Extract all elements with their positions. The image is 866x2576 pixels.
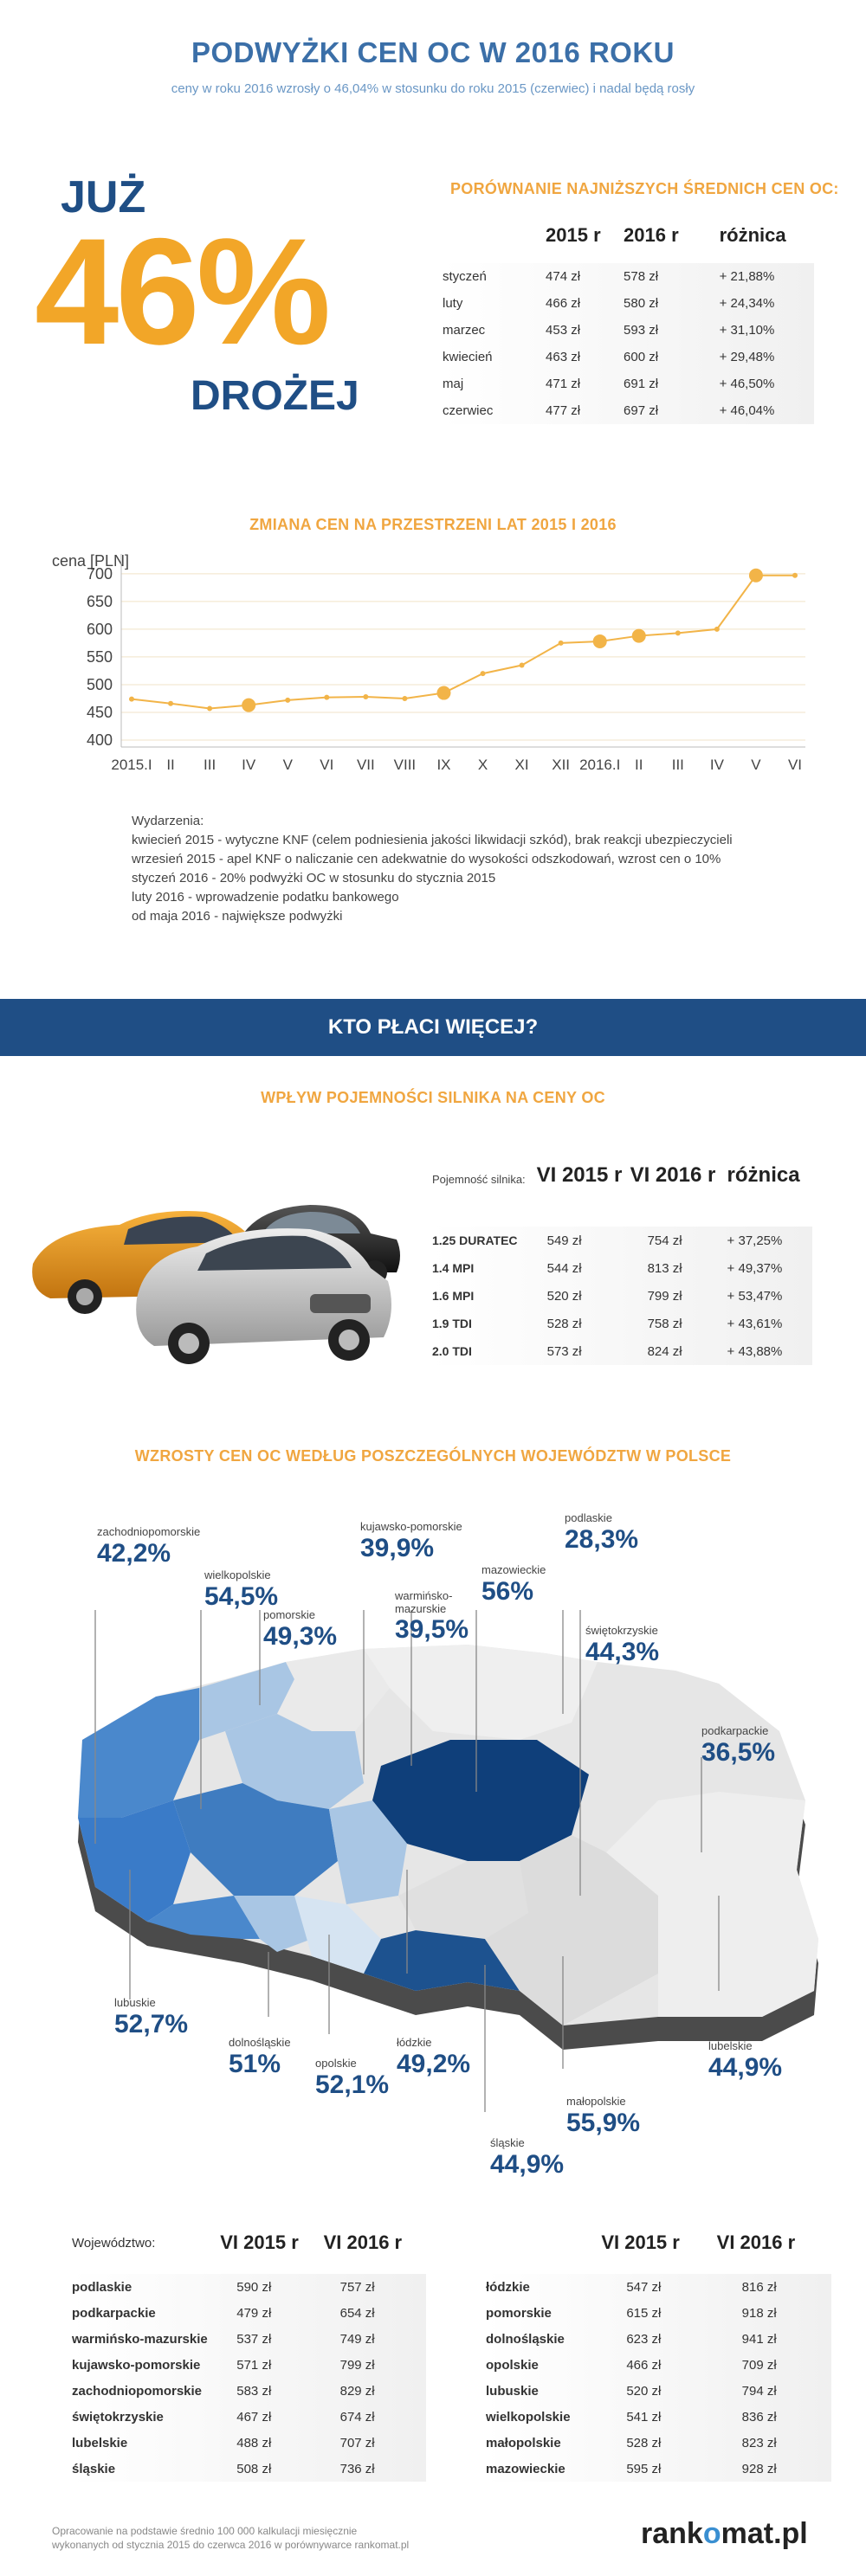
data-point xyxy=(168,701,173,706)
price-2016-cell: 600 zł xyxy=(624,350,659,364)
price-2016-cell: 836 zł xyxy=(741,2409,777,2425)
price-chart xyxy=(52,537,831,788)
region-pct: 56% xyxy=(481,1577,534,1606)
region-label: lubuskie xyxy=(114,1996,156,2009)
x-tick-label: VI xyxy=(320,757,334,773)
price-2016-cell: 709 zł xyxy=(741,2357,777,2373)
table-row xyxy=(442,290,814,317)
x-tick-label: X xyxy=(477,757,488,773)
region-pct: 44,9% xyxy=(708,2053,783,2082)
voivodeship-cell: pomorskie xyxy=(486,2305,552,2321)
price-2016-cell: 654 zł xyxy=(339,2305,375,2321)
price-2016-cell: 674 zł xyxy=(339,2409,375,2425)
month-cell: czerwiec xyxy=(443,403,494,418)
diff-cell: + 24,34% xyxy=(719,296,775,311)
data-point xyxy=(714,627,720,632)
price-2015-cell: 466 zł xyxy=(626,2357,662,2373)
price-2016-cell: 829 zł xyxy=(339,2383,375,2399)
price-2016-cell: 736 zł xyxy=(339,2461,375,2476)
region-label: podlaskie xyxy=(565,1511,612,1524)
price-2016-cell: 816 zł xyxy=(741,2279,777,2295)
voivodeship-cell: mazowieckie xyxy=(486,2461,565,2476)
price-2015-cell: 479 zł xyxy=(236,2305,272,2321)
price-2016-cell: 928 zł xyxy=(741,2461,777,2476)
diff-cell: + 46,50% xyxy=(719,377,775,391)
table-row xyxy=(485,2274,831,2300)
price-2015-cell: 571 zł xyxy=(236,2357,272,2373)
price-2015-cell: 615 zł xyxy=(626,2305,662,2321)
region-label: podkarpackie xyxy=(701,1724,769,1737)
price-2015-cell: 520 zł xyxy=(626,2383,662,2399)
table-row xyxy=(431,1337,812,1365)
x-tick-label: XI xyxy=(514,757,529,773)
x-tick-label: 2016.I xyxy=(579,757,621,773)
highlight-point xyxy=(436,686,450,700)
y-tick-label: 650 xyxy=(86,592,113,610)
voivodeship-cell: małopolskie xyxy=(486,2435,561,2450)
region-pct: 44,3% xyxy=(585,1638,660,1666)
region-label: małopolskie xyxy=(566,2095,626,2108)
highlight-point xyxy=(593,634,607,648)
price-2016-cell: 757 zł xyxy=(339,2279,375,2295)
price-2016-cell: 691 zł xyxy=(624,377,659,391)
x-tick-label: VII xyxy=(356,757,375,773)
table-row xyxy=(485,2352,831,2378)
table-row xyxy=(485,2456,831,2482)
voivodeship-cell: kujawsko-pomorskie xyxy=(72,2357,201,2373)
voivodeship-col-spacer xyxy=(485,2230,600,2274)
diff-cell: + 21,88% xyxy=(719,269,775,284)
data-point xyxy=(285,698,290,703)
price-2015-cell: 463 zł xyxy=(546,350,581,364)
region-pct: 55,9% xyxy=(566,2109,641,2137)
table-row xyxy=(442,397,814,424)
chart-heading: ZMIANA CEN NA PRZESTRZENI LAT 2015 I 2016 xyxy=(249,516,617,533)
event-item: styczeń 2016 - 20% podwyżki OC w stosunku do stycznia 2015 xyxy=(132,871,496,886)
table-row xyxy=(485,2378,831,2404)
hero-line1: JUŻ xyxy=(61,172,146,222)
data-point xyxy=(520,663,525,668)
price-2016-cell: 593 zł xyxy=(624,323,659,338)
month-cell: maj xyxy=(443,377,464,391)
month-cell: kwiecień xyxy=(443,350,493,364)
voivodeship-cell: śląskie xyxy=(72,2461,116,2476)
voivodeship-col-2: VI 2016 r xyxy=(323,2231,403,2253)
region-label: wielkopolskie xyxy=(204,1568,271,1581)
price-2015-cell: 508 zł xyxy=(236,2461,272,2476)
table-row xyxy=(442,370,814,397)
price-2015-cell: 549 zł xyxy=(546,1233,582,1248)
region-pct: 52,1% xyxy=(315,2070,390,2099)
price-2015-cell: 471 zł xyxy=(546,377,581,391)
logo-part1: rank xyxy=(641,2517,703,2550)
price-2015-cell: 573 zł xyxy=(546,1343,582,1359)
region-label: mazowieckie xyxy=(481,1563,546,1576)
events-list xyxy=(132,812,733,926)
event-item: wrzesień 2015 - apel KNF o naliczanie cen adekwatnie do wysokości odszkodowań, wzrost cen o 10% xyxy=(132,852,721,866)
price-2016-cell: 918 zł xyxy=(741,2305,777,2321)
rankomat-logo xyxy=(641,2517,808,2551)
region-label: warmińsko-mazurskie xyxy=(395,1589,453,1615)
x-tick-label: III xyxy=(204,757,216,773)
event-item: od maja 2016 - największe podwyżki xyxy=(132,909,343,924)
price-2015-cell: 537 zł xyxy=(236,2331,272,2347)
x-tick-label: IV xyxy=(709,757,724,773)
price-2015-cell: 583 zł xyxy=(236,2383,272,2399)
data-point xyxy=(675,630,681,635)
table-row xyxy=(485,2430,831,2456)
comparison-col-1: 2015 r xyxy=(546,223,601,246)
month-cell: marzec xyxy=(443,323,486,338)
footer-note-line2: wykonanych od stycznia 2015 do czerwca 2016 w porównywarce rankomat.pl xyxy=(52,2539,410,2551)
banner-title: KTO PŁACI WIĘCEJ? xyxy=(327,1015,539,1039)
comparison-col-0 xyxy=(442,222,545,263)
table-row xyxy=(485,2326,831,2352)
engine-col-1: VI 2015 r xyxy=(536,1162,623,1187)
comparison-col-3: różnica xyxy=(719,223,786,246)
y-tick-label: 700 xyxy=(86,564,113,583)
region-label: dolnośląskie xyxy=(229,2036,291,2049)
voivodeship-cell: podlaskie xyxy=(72,2279,132,2295)
x-tick-label: VI xyxy=(787,757,803,773)
comparison-table xyxy=(442,222,814,424)
table-row xyxy=(431,1254,812,1282)
voivodeship-cell: dolnośląskie xyxy=(486,2331,565,2347)
price-2015-cell: 541 zł xyxy=(626,2409,662,2425)
x-tick-label: V xyxy=(282,757,293,773)
region-pct: 28,3% xyxy=(565,1525,639,1554)
data-point xyxy=(129,697,134,702)
table-row xyxy=(71,2352,426,2378)
region-pct: 36,5% xyxy=(701,1738,776,1767)
engine-table xyxy=(431,1160,812,1365)
price-chart-svg xyxy=(52,537,831,788)
price-2015-cell: 477 zł xyxy=(546,403,581,418)
engine-cell: 1.9 TDI xyxy=(432,1317,472,1330)
y-axis-label: cena [PLN] xyxy=(52,552,130,570)
region-pct: 51% xyxy=(229,2050,281,2078)
price-2016-cell: 758 zł xyxy=(647,1316,682,1331)
logo-o-icon: o xyxy=(702,2517,721,2550)
price-2016-cell: 823 zł xyxy=(741,2435,777,2450)
x-tick-label: IV xyxy=(242,757,256,773)
comparison-col-2: 2016 r xyxy=(624,223,679,246)
y-tick-label: 400 xyxy=(86,731,113,749)
y-tick-label: 550 xyxy=(86,647,113,666)
price-2016-cell: 754 zł xyxy=(647,1233,682,1248)
diff-cell: + 53,47% xyxy=(727,1288,783,1304)
diff-cell: + 43,61% xyxy=(727,1316,783,1331)
x-tick-label: II xyxy=(166,757,175,773)
table-row xyxy=(431,1282,812,1310)
table-row xyxy=(71,2404,426,2430)
voivodeship-cell: lubelskie xyxy=(72,2435,128,2450)
x-tick-label: XII xyxy=(552,757,571,773)
y-tick-label: 500 xyxy=(86,675,113,693)
table-row xyxy=(431,1310,812,1337)
y-tick-label: 600 xyxy=(86,620,113,638)
region-label: łódzkie xyxy=(397,2036,432,2049)
footer-note xyxy=(52,2524,409,2552)
voivodeship-col-label: Województwo: xyxy=(72,2235,156,2251)
x-tick-label: VIII xyxy=(393,757,417,773)
event-item: kwiecień 2015 - wytyczne KNF (celem podniesienia jakości likwidacji szkód), brak reakcji ubezpieczycieli xyxy=(132,833,733,847)
price-2015-cell: 528 zł xyxy=(626,2435,662,2450)
price-2015-cell: 520 zł xyxy=(546,1288,582,1304)
region-pct: 49,3% xyxy=(263,1622,338,1651)
price-2016-cell: 794 zł xyxy=(741,2383,777,2399)
data-point xyxy=(481,671,486,676)
data-point xyxy=(363,694,368,699)
price-2016-cell: 813 zł xyxy=(647,1260,682,1276)
price-2016-cell: 799 zł xyxy=(647,1288,682,1304)
price-2015-cell: 488 zł xyxy=(236,2435,272,2450)
engine-cell: 1.25 DURATEC xyxy=(432,1233,518,1247)
page-title: PODWYŻKI CEN OC W 2016 ROKU xyxy=(191,36,675,68)
table-row xyxy=(71,2300,426,2326)
region-pct: 44,9% xyxy=(490,2150,565,2179)
price-2015-cell: 528 zł xyxy=(546,1316,582,1331)
region-pct: 42,2% xyxy=(97,1539,171,1568)
highlight-point xyxy=(632,629,646,643)
data-point xyxy=(324,695,329,700)
table-row xyxy=(71,2378,426,2404)
logo-part2: mat.pl xyxy=(721,2517,808,2550)
region-pct: 39,5% xyxy=(395,1615,469,1644)
hero-value: 46% xyxy=(35,208,328,377)
table-row xyxy=(485,2404,831,2430)
diff-cell: + 46,04% xyxy=(719,403,775,418)
table-row xyxy=(442,263,814,290)
highlight-point xyxy=(749,569,763,583)
x-tick-label: IX xyxy=(436,757,451,773)
data-point xyxy=(559,641,564,646)
diff-cell: + 37,25% xyxy=(727,1233,783,1248)
map-heading: WZROSTY CEN OC WEDŁUG POSZCZEGÓLNYCH WOJEWÓDZTW W POLSCE xyxy=(134,1447,732,1465)
region-pct: 52,7% xyxy=(114,2010,189,2038)
x-tick-label: 2015.I xyxy=(111,757,152,773)
x-tick-label: II xyxy=(635,757,643,773)
diff-cell: + 43,88% xyxy=(727,1343,783,1359)
diff-cell: + 31,10% xyxy=(719,323,775,338)
voivodeship-cell: warmińsko-mazurskie xyxy=(72,2331,208,2347)
region-label: świętokrzyskie xyxy=(585,1624,658,1637)
region-pct: 39,9% xyxy=(360,1534,435,1562)
price-2015-cell: 467 zł xyxy=(236,2409,272,2425)
month-cell: luty xyxy=(443,296,463,311)
region-label: pomorskie xyxy=(263,1608,315,1621)
price-2016-cell: 749 zł xyxy=(339,2331,375,2347)
region-label: śląskie xyxy=(490,2136,525,2149)
series-line xyxy=(132,576,795,709)
table-row xyxy=(71,2274,426,2300)
diff-cell: + 49,37% xyxy=(727,1260,783,1276)
table-row xyxy=(431,1227,812,1254)
price-2015-cell: 547 zł xyxy=(626,2279,662,2295)
region-pct: 54,5% xyxy=(204,1582,279,1611)
voivodeship-col-1: VI 2015 r xyxy=(220,2231,299,2253)
price-2015-cell: 466 zł xyxy=(546,296,581,311)
engine-col-2: VI 2016 r xyxy=(630,1162,716,1187)
voivodeship-col-2: VI 2016 r xyxy=(716,2231,796,2253)
voivodeship-cell: opolskie xyxy=(486,2357,539,2373)
engine-col-3: różnica xyxy=(727,1162,800,1187)
region-label: zachodniopomorskie xyxy=(97,1525,201,1538)
table-row xyxy=(71,2456,426,2482)
table-row xyxy=(442,317,814,344)
price-2016-cell: 580 zł xyxy=(624,296,659,311)
table-row xyxy=(71,2430,426,2456)
price-2015-cell: 453 zł xyxy=(546,323,581,338)
voivodeship-cell: lubuskie xyxy=(486,2383,539,2399)
region-pct: 49,2% xyxy=(397,2050,471,2078)
price-2015-cell: 623 zł xyxy=(626,2331,662,2347)
event-item: luty 2016 - wprowadzenie podatku bankowego xyxy=(132,890,399,905)
engine-cell: 2.0 TDI xyxy=(432,1344,472,1358)
data-point xyxy=(207,705,212,711)
x-tick-label: III xyxy=(671,757,684,773)
price-2015-cell: 544 zł xyxy=(546,1260,582,1276)
price-2016-cell: 941 zł xyxy=(741,2331,777,2347)
price-2016-cell: 799 zł xyxy=(339,2357,375,2373)
table-row xyxy=(71,2326,426,2352)
price-2015-cell: 474 zł xyxy=(546,269,581,284)
region-label: lubelskie xyxy=(708,2039,753,2052)
voivodeship-cell: podkarpackie xyxy=(72,2305,156,2321)
data-point xyxy=(792,573,798,578)
month-cell: styczeń xyxy=(443,269,487,284)
price-2016-cell: 578 zł xyxy=(624,269,659,284)
y-tick-label: 450 xyxy=(86,703,113,721)
highlight-point xyxy=(242,699,255,712)
price-2016-cell: 707 zł xyxy=(339,2435,375,2450)
region-label: opolskie xyxy=(315,2057,357,2070)
price-2016-cell: 697 zł xyxy=(624,403,659,418)
table-row xyxy=(442,344,814,370)
engine-cell: 1.4 MPI xyxy=(432,1261,475,1275)
price-2015-cell: 590 zł xyxy=(236,2279,272,2295)
footer-note-line1: Opracowanie na podstawie średnio 100 000 kalkulacji miesięcznie xyxy=(52,2525,358,2537)
table-row xyxy=(485,2300,831,2326)
voivodeship-table-right xyxy=(485,2230,831,2482)
voivodeship-cell: zachodniopomorskie xyxy=(72,2383,203,2399)
price-2016-cell: 824 zł xyxy=(647,1343,682,1359)
hero-line2: DROŻEJ xyxy=(191,373,359,419)
voivodeship-col-1: VI 2015 r xyxy=(601,2231,680,2253)
page-subtitle: ceny w roku 2016 wzrosły o 46,04% w stosunku do roku 2015 (czerwiec) i nadal będą rosły xyxy=(171,81,695,96)
data-point xyxy=(402,696,407,701)
cars-illustration xyxy=(24,1186,423,1385)
x-tick-label: V xyxy=(751,757,761,773)
events-title: Wydarzenia: xyxy=(132,814,204,828)
engine-cell: 1.6 MPI xyxy=(432,1289,475,1303)
price-2015-cell: 595 zł xyxy=(626,2461,662,2476)
engine-heading: WPŁYW POJEMNOŚCI SILNIKA NA CENY OC xyxy=(261,1089,605,1106)
voivodeship-cell: świętokrzyskie xyxy=(72,2409,164,2425)
voivodeship-cell: łódzkie xyxy=(486,2279,530,2295)
engine-col-label: Pojemność silnika: xyxy=(432,1173,526,1186)
comparison-heading: PORÓWNANIE NAJNIŻSZYCH ŚREDNICH CEN OC: xyxy=(450,180,839,197)
diff-cell: + 29,48% xyxy=(719,350,775,364)
region-label: kujawsko-pomorskie xyxy=(360,1520,462,1533)
voivodeship-table-left xyxy=(71,2230,426,2482)
voivodeship-cell: wielkopolskie xyxy=(486,2409,571,2425)
